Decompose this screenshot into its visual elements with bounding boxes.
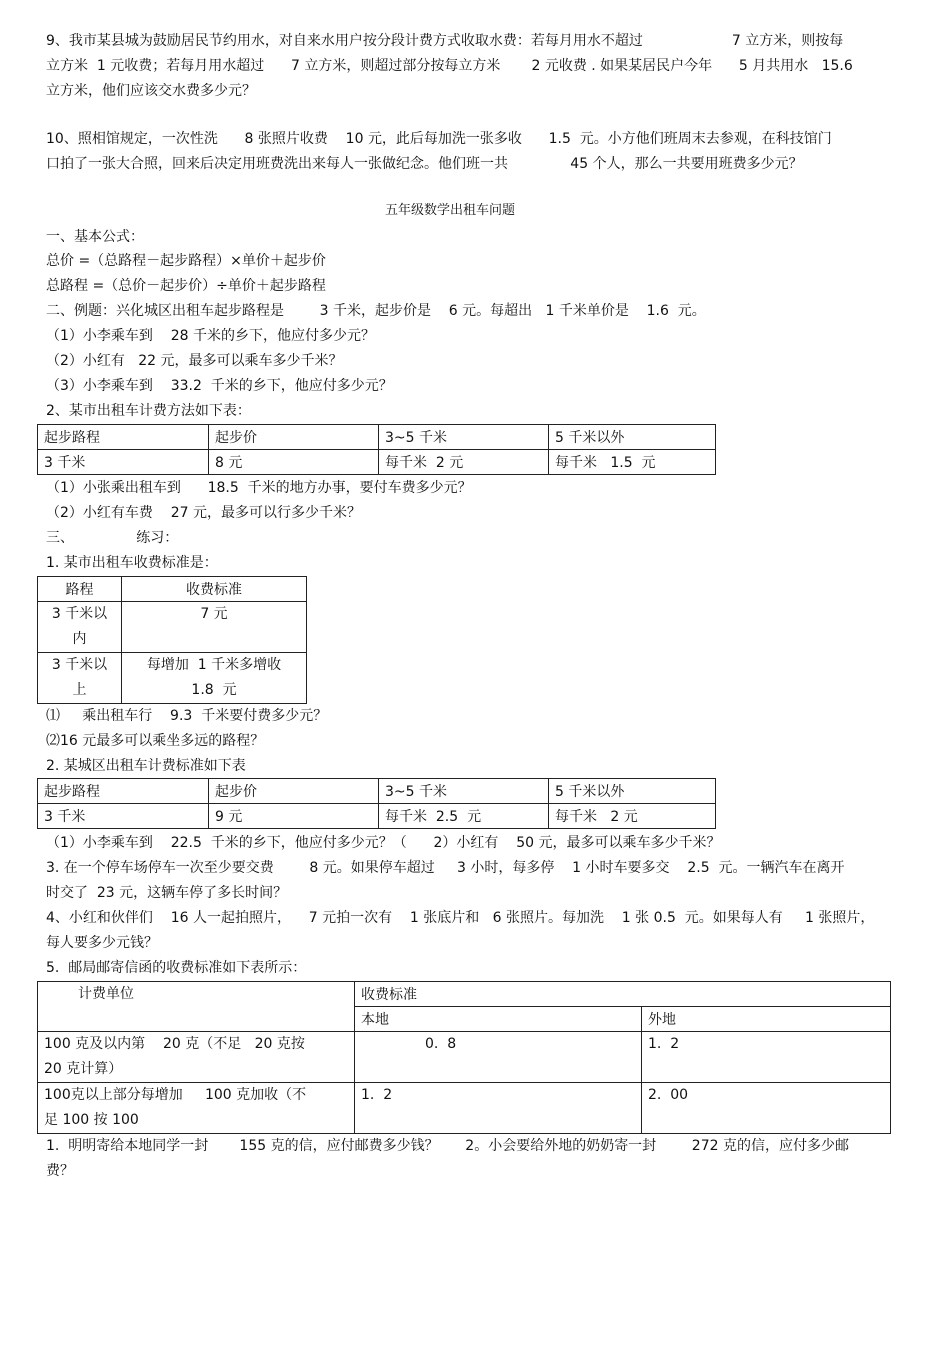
exercise-5-intro: 5. 邮局邮寄信函的收费标准如下表所示： xyxy=(46,960,307,976)
exercise-4-line-1: 4、小红和伙伴们 16 人一起拍照片， 7 元拍一次有 1 张底片和 6 张照片。每加洗 1 张 0.5 元。如果每人有 1 张照片， xyxy=(46,910,875,926)
exercise-1-question-1: ⑴ 乘出租车行 9.3 千米要付费多少元？ xyxy=(46,708,328,724)
table-cell: 1. 2 xyxy=(355,1083,642,1134)
table-row xyxy=(38,779,716,804)
table-cell: 7 元 xyxy=(122,602,307,653)
table-1-question-2: （2）小红有车费 27 元，最多可以行多少千米？ xyxy=(46,505,361,521)
cell-text: 足 100 按 100 xyxy=(44,1112,139,1128)
exercise-4-line-2: 每人要多少元钱？ xyxy=(46,935,158,951)
table-header-cell: 本地 xyxy=(355,1007,642,1032)
table-row xyxy=(38,653,307,704)
table-header-cell: 5 千米以外 xyxy=(549,425,716,450)
table-cell: 0. 8 xyxy=(355,1032,642,1083)
table-row xyxy=(38,577,307,602)
exercise-3-line-2: 时交了 23 元，这辆车停了多长时间？ xyxy=(46,885,288,901)
example-question-2: （2）小红有 22 元，最多可以乘车多少千米？ xyxy=(46,353,343,369)
table-cell: 每千米 2.5 元 xyxy=(379,804,549,829)
table-header-cell: 3~5 千米 xyxy=(379,779,549,804)
fare-table-3 xyxy=(37,778,716,829)
table-cell xyxy=(122,653,307,704)
cell-text: 3 千米以 xyxy=(51,606,108,622)
table-header-cell: 路程 xyxy=(38,577,122,602)
example-question-3: （3）小李乘车到 33.2 千米的乡下，他应付多少元？ xyxy=(46,378,393,394)
table-row xyxy=(38,450,716,475)
table-cell: 8 元 xyxy=(209,450,379,475)
problem-10-line-2: 口拍了一张大合照，回来后决定用班费洗出来每人一张做纪念。他们班一共 45 个人，那么一共要用班费多少元？ xyxy=(46,156,803,172)
table-header-cell: 计费单位 xyxy=(38,982,355,1032)
formula-total-price: 总价 =（总路程－起步路程）×单价＋起步价 xyxy=(46,253,326,269)
table-cell: 1. 2 xyxy=(642,1032,891,1083)
cell-text: 每增加 1 千米多增收 xyxy=(146,657,282,673)
fare-table-2 xyxy=(37,576,307,704)
cell-text: 100克以上部分每增加 100 克加收（不 xyxy=(44,1087,307,1103)
table-row xyxy=(38,602,307,653)
practice-heading: 三、 练习： xyxy=(46,530,179,546)
table-header-cell: 5 千米以外 xyxy=(549,779,716,804)
table-header-cell: 起步路程 xyxy=(38,779,209,804)
table-row xyxy=(38,804,716,829)
formulas-heading: 一、基本公式： xyxy=(46,229,144,245)
table-cell: 每千米 2 元 xyxy=(549,804,716,829)
example-intro: 二、例题：兴化城区出租车起步路程是 3 千米，起步价是 6 元。每超出 1 千米单价是 1.6 元。 xyxy=(46,303,706,319)
cell-text: 1.8 元 xyxy=(191,682,237,698)
exercise-2-intro: 2. 某城区出租车计费标准如下表 xyxy=(46,758,246,774)
postage-table xyxy=(37,981,891,1134)
table-cell: 每千米 2 元 xyxy=(379,450,549,475)
table-cell: 每千米 1.5 元 xyxy=(549,450,716,475)
exercise-3-line-1: 3. 在一个停车场停车一次至少要交费 8 元。如果停车超过 3 小时，每多停 1 小时车要多交 2.5 元。一辆汽车在离开 xyxy=(46,860,845,876)
table-cell: 3 千米 xyxy=(38,804,209,829)
table-cell: 9 元 xyxy=(209,804,379,829)
exercise-5-question-line-1: 1. 明明寄给本地同学一封 155 克的信，应付邮费多少钱？ 2。小会要给外地的奶奶寄一封 272 克的信，应付多少邮 xyxy=(46,1138,849,1154)
table-cell xyxy=(38,1083,355,1134)
cell-text: 内 xyxy=(72,631,87,647)
table-header-cell: 收费标准 xyxy=(122,577,307,602)
exercise-2-questions: （1）小李乘车到 22.5 千米的乡下，他应付多少元？（ 2）小红有 50 元，最多可以乘车多少千米？ xyxy=(46,835,721,851)
table-cell xyxy=(38,1032,355,1083)
table-cell: 2. 00 xyxy=(642,1083,891,1134)
table-row xyxy=(38,425,716,450)
cell-text: 100 克及以内第 20 克（不足 20 克按 xyxy=(44,1036,305,1052)
example-2-intro: 2、某市出租车计费方法如下表： xyxy=(46,403,251,419)
table-1-question-1: （1）小张乘出租车到 18.5 千米的地方办事，要付车费多少元？ xyxy=(46,480,472,496)
table-row xyxy=(38,982,891,1007)
table-cell xyxy=(38,602,122,653)
formula-total-distance: 总路程 =（总价－起步价）÷单价＋起步路程 xyxy=(46,278,326,294)
fare-table-1 xyxy=(37,424,716,475)
exercise-5-question-line-2: 费？ xyxy=(46,1163,74,1179)
table-header-cell: 收费标准 xyxy=(355,982,891,1007)
cell-text: 上 xyxy=(72,682,87,698)
problem-10-line-1: 10、照相馆规定，一次性洗 8 张照片收费 10 元，此后每加洗一张多收 1.5 元。小方他们班周末去参观，在科技馆门 xyxy=(46,131,832,147)
exercise-1-question-2: ⑵16 元最多可以乘坐多远的路程？ xyxy=(46,733,265,749)
problem-9-line-2: 立方米 1 元收费；若每月用水超过 7 立方米，则超过部分按每立方米 2 元收费 . 如果某居民户今年 5 月共用水 15.6 xyxy=(46,58,853,74)
section-title: 五年级数学出租车问题 xyxy=(385,203,516,218)
cell-text: 3 千米以 xyxy=(51,657,108,673)
table-row xyxy=(38,1032,891,1083)
table-header-cell: 外地 xyxy=(642,1007,891,1032)
cell-text: 20 克计算） xyxy=(44,1061,123,1077)
table-header-cell: 起步价 xyxy=(209,779,379,804)
example-question-1: （1）小李乘车到 28 千米的乡下，他应付多少元？ xyxy=(46,328,375,344)
table-cell xyxy=(38,653,122,704)
table-header-cell: 起步价 xyxy=(209,425,379,450)
table-cell: 3 千米 xyxy=(38,450,209,475)
exercise-1-intro: 1. 某市出租车收费标准是： xyxy=(46,555,218,571)
table-row xyxy=(38,1083,891,1134)
table-header-cell: 3~5 千米 xyxy=(379,425,549,450)
problem-9-line-1: 9、我市某县城为鼓励居民节约用水，对自来水用户按分段计费方式收取水费：若每月用水不超过 7 立方米，则按每 xyxy=(46,33,844,49)
table-header-cell: 起步路程 xyxy=(38,425,209,450)
problem-9-line-3: 立方米，他们应该交水费多少元？ xyxy=(46,83,256,99)
